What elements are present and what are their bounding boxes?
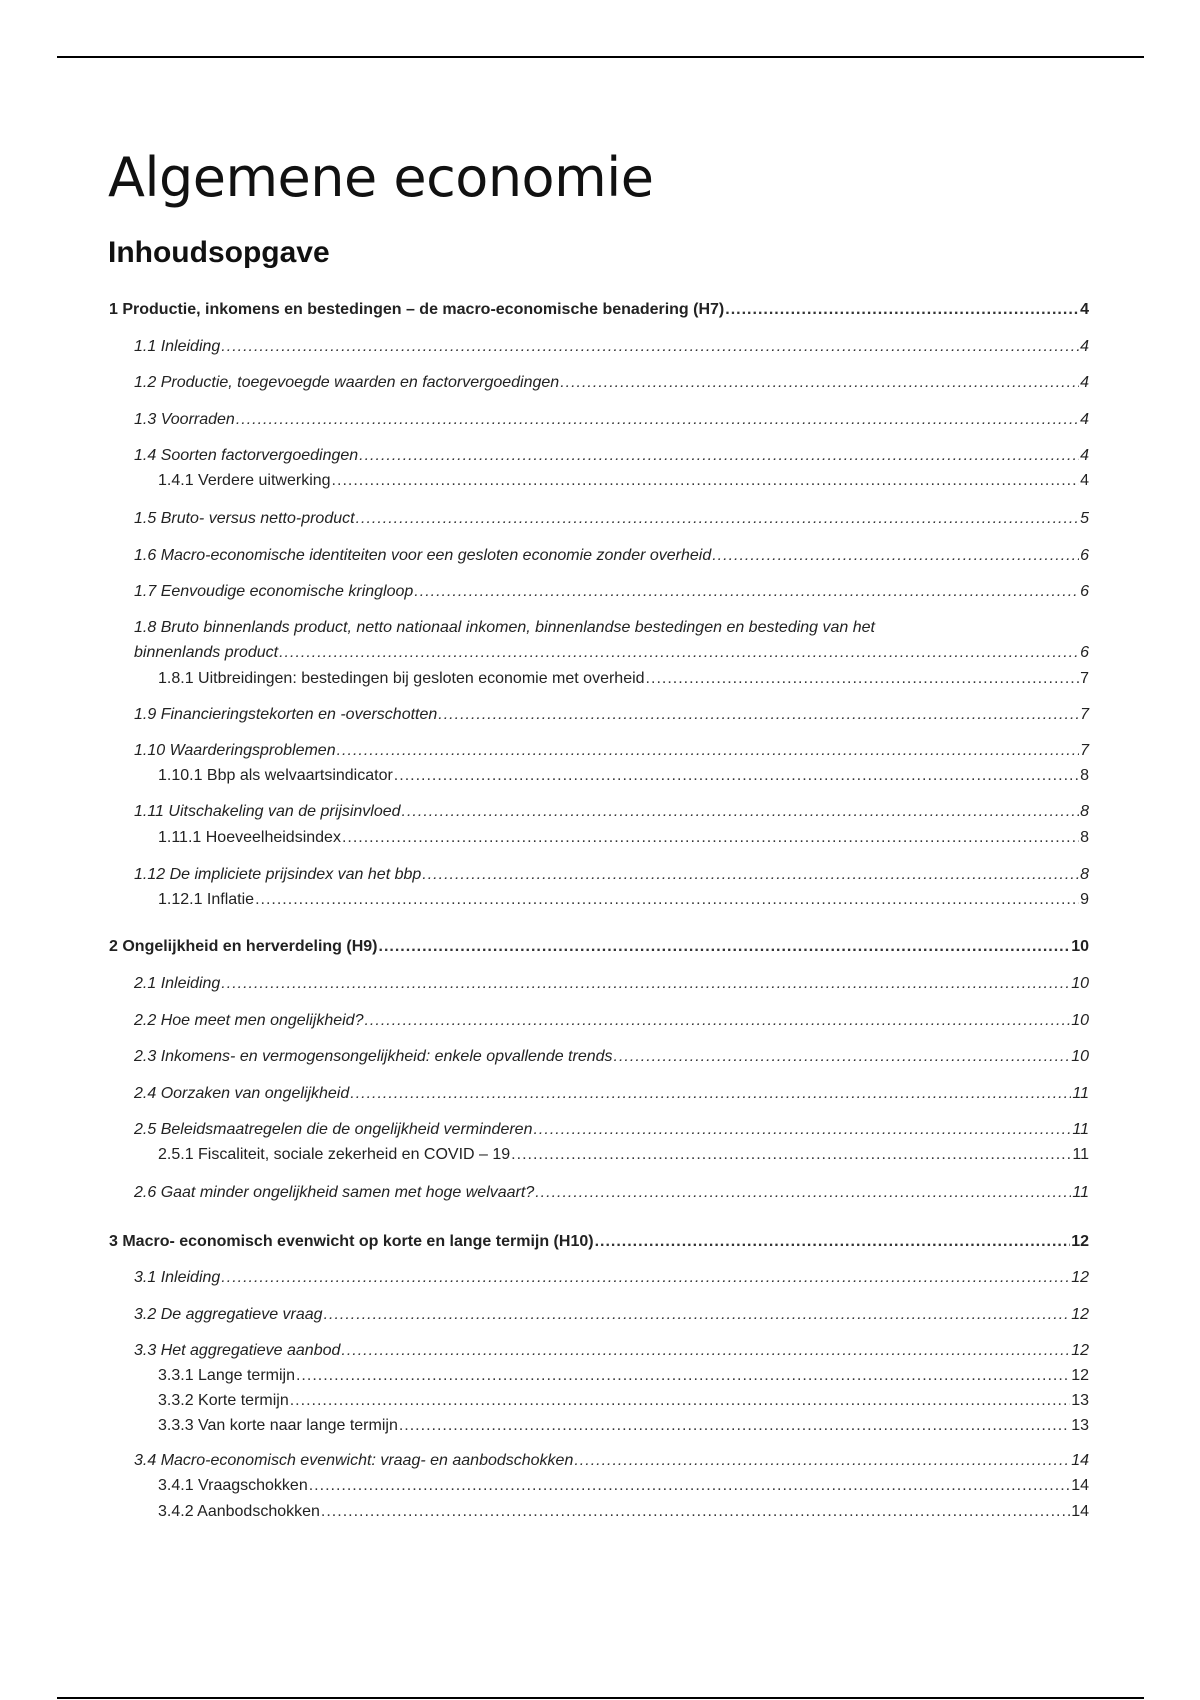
dot-leader [379,934,1071,959]
toc-entry-title: 3.3.2 Korte termijn [158,1392,289,1409]
toc-page-number: 6 [1080,644,1089,661]
toc-page-number: 8 [1080,866,1089,883]
toc-entry-title: 1.6 Macro-economische identiteiten voor een gesloten economie zonder overheid [134,547,712,564]
dot-leader [309,1473,1070,1498]
toc-entry-2-1[interactable] [134,971,1089,996]
toc-entry-title: 1.5 Bruto- versus netto-product [134,510,355,527]
toc-entry-1-12[interactable] [134,862,1089,887]
toc-page-number: 12 [1071,1367,1089,1384]
toc-entry-2-6[interactable] [134,1180,1089,1205]
toc-entry-title: 2 Ongelijkheid en herverdeling (H9) [109,938,378,955]
toc-entry-title: 1.11.1 Hoeveelheidsindex [158,829,341,846]
toc-entry-2-3[interactable] [134,1044,1089,1069]
toc-page-number: 12 [1071,1306,1089,1323]
dot-leader [221,1265,1070,1290]
toc-entry-2-4[interactable] [134,1081,1089,1106]
toc-page-number: 14 [1071,1452,1089,1469]
toc-page-number: 13 [1071,1417,1089,1434]
toc-entry-3-3-2[interactable] [158,1388,1089,1413]
toc-heading: Inhoudsopgave [108,236,330,269]
dot-leader [236,407,1079,432]
toc-entry-1-4[interactable] [134,443,1089,468]
toc-page-number: 7 [1080,706,1089,723]
dot-leader [511,1142,1071,1167]
dot-leader [438,702,1079,727]
toc-page-number: 13 [1071,1392,1089,1409]
dot-leader [533,1117,1071,1142]
toc-entry-title: 1.4 Soorten factorvergoedingen [134,447,359,464]
toc-entry-1-11[interactable] [134,799,1089,824]
toc-entry-title: 2.6 Gaat minder ongelijkheid samen met hoge welvaart? [134,1184,535,1201]
dot-leader [337,738,1079,763]
toc-entry-1-2[interactable] [134,370,1089,395]
toc-entry-2-5-1[interactable] [158,1142,1089,1167]
toc-page-number: 14 [1071,1503,1089,1520]
dot-leader [332,468,1080,493]
dot-leader [646,666,1080,691]
toc-entry-title: 2.1 Inleiding [134,975,221,992]
toc-entry-1-9[interactable] [134,702,1089,727]
dot-leader [221,971,1070,996]
toc-page-number: 11 [1072,1184,1089,1201]
dot-leader [414,579,1079,604]
toc-entry-title: 1.3 Voorraden [134,411,235,428]
toc-entry-title: 1.1 Inleiding [134,338,221,355]
toc-entry-title: 3.3.1 Lange termijn [158,1367,295,1384]
toc-entry-title: 3.1 Inleiding [134,1269,221,1286]
toc-entry-3-3[interactable] [134,1338,1089,1363]
toc-page-number: 11 [1072,1121,1089,1138]
toc-entry-2-2[interactable] [134,1008,1089,1033]
dot-leader [394,763,1079,788]
toc-page-number: 7 [1080,742,1089,759]
toc-page-number: 12 [1071,1269,1089,1286]
dot-leader [350,1081,1071,1106]
dot-leader [595,1229,1071,1254]
dot-leader [321,1499,1070,1524]
toc-page-number: 8 [1080,829,1089,846]
toc-entry-2-5[interactable] [134,1117,1089,1142]
toc-page-number: 12 [1071,1342,1089,1359]
toc-page-number: 9 [1080,891,1089,908]
dot-leader [422,862,1079,887]
dot-leader [574,1448,1070,1473]
dot-leader [290,1388,1070,1413]
footer-rule [57,1697,1144,1699]
toc-entry-3-1[interactable] [134,1265,1089,1290]
toc-entry-1-10[interactable] [134,738,1089,763]
toc-entry-title: 1.11 Uitschakeling van de prijsinvloed [134,803,401,820]
dot-leader [341,1338,1070,1363]
toc-page-number: 8 [1080,803,1089,820]
toc-page-number: 6 [1080,547,1089,564]
toc-page-number: 11 [1072,1085,1089,1102]
dot-leader [614,1044,1071,1069]
toc-page-number: 10 [1071,975,1089,992]
toc-entry-title: 1.2 Productie, toegevoegde waarden en factorvergoedingen [134,374,560,391]
toc-entry-title: 3.2 De aggregatieve vraag [134,1306,323,1323]
toc-page-number: 4 [1080,374,1089,391]
toc-entry-title-line-1: 1.8 Bruto binnenlands product, netto nationaal inkomen, binnenlandse bestedingen en besteding van het [134,619,875,636]
toc-entry-3-4-1[interactable] [158,1473,1089,1498]
document-title: Algemene economie [108,146,654,209]
toc-entry-1-5[interactable] [134,506,1089,531]
toc-entry-title-line-2: binnenlands product [134,644,279,661]
toc-entry-title: 1.7 Eenvoudige economische kringloop [134,583,414,600]
dot-leader [296,1363,1070,1388]
toc-page-number: 8 [1080,767,1089,784]
dot-leader [255,887,1079,912]
toc-page-number: 10 [1071,1012,1089,1029]
toc-page-number: 4 [1080,472,1089,489]
toc-entry-1-8[interactable] [134,615,1089,665]
toc-page-number: 10 [1071,938,1089,955]
toc-entry-1-8-1[interactable] [158,666,1089,691]
toc-entry-title: 3.4 Macro-economisch evenwicht: vraag- en aanbodschokken [134,1452,574,1469]
toc-page-number: 4 [1080,447,1089,464]
toc-entry-1-12-1[interactable] [158,887,1089,912]
toc-page-number: 5 [1080,510,1089,527]
toc-entry-3-4-2[interactable] [158,1499,1089,1524]
toc-entry-1-10-1[interactable] [158,763,1089,788]
toc-entry-title: 1.8.1 Uitbreidingen: bestedingen bij gesloten economie met overheid [158,670,645,687]
dot-leader [364,1008,1070,1033]
toc-entry-title: 1.10.1 Bbp als welvaartsindicator [158,767,393,784]
dot-leader [359,443,1079,468]
toc-entry-title: 1.10 Waarderingsproblemen [134,742,336,759]
dot-leader [560,370,1079,395]
toc-entry-1-6[interactable] [134,543,1089,568]
toc-entry-1-7[interactable] [134,579,1089,604]
toc-entry-title: 3 Macro- economisch evenwicht op korte en lange termijn (H10) [109,1233,594,1250]
toc-page-number: 4 [1080,338,1089,355]
toc-entry-title: 2.4 Oorzaken van ongelijkheid [134,1085,350,1102]
dot-leader [221,334,1079,359]
toc-entry-3[interactable] [109,1229,1089,1254]
toc-page-number: 12 [1071,1233,1089,1250]
toc-entry-title: 3.3.3 Van korte naar lange termijn [158,1417,398,1434]
toc-entry-3-4[interactable] [134,1448,1089,1473]
dot-leader [712,543,1079,568]
toc-entry-title: 1.12 De impliciete prijsindex van het bbp [134,866,422,883]
toc-entry-title: 1.4.1 Verdere uitwerking [158,472,331,489]
toc-page-number: 11 [1072,1146,1089,1163]
toc-entry-1-11-1[interactable] [158,825,1089,850]
toc-entry-title: 1.9 Financieringstekorten en -overschotten [134,706,438,723]
dot-leader [725,297,1079,322]
dot-leader [535,1180,1071,1205]
toc-page-number: 10 [1071,1048,1089,1065]
toc-entry-2[interactable] [109,934,1089,959]
toc-entry-title: 1.12.1 Inflatie [158,891,255,908]
toc-entry-title: 3.4.2 Aanbodschokken [158,1503,320,1520]
toc-entry-3-3-1[interactable] [158,1363,1089,1388]
toc-entry-title: 2.5 Beleidsmaatregelen die de ongelijkheid verminderen [134,1121,533,1138]
toc-entry-3-2[interactable] [134,1302,1089,1327]
toc-page-number: 4 [1080,411,1089,428]
toc-entry-title: 1 Productie, inkomens en bestedingen – de macro-economische benadering (H7) [109,301,725,318]
dot-leader [356,506,1080,531]
toc-entry-3-3-3[interactable] [158,1413,1089,1438]
toc-entry-1-3[interactable] [134,407,1089,432]
dot-leader [342,825,1079,850]
toc-entry-title: 2.5.1 Fiscaliteit, sociale zekerheid en COVID – 19 [158,1146,511,1163]
toc-page-number: 7 [1080,670,1089,687]
dot-leader [324,1302,1071,1327]
toc-entry-title: 3.4.1 Vraagschokken [158,1477,308,1494]
dot-leader [399,1413,1070,1438]
toc-page-number: 4 [1080,301,1089,318]
dot-leader [402,799,1080,824]
toc-entry-title: 2.3 Inkomens- en vermogensongelijkheid: enkele opvallende trends [134,1048,613,1065]
dot-leader [279,640,1079,665]
toc-entry-1-1[interactable] [134,334,1089,359]
toc-page-number: 6 [1080,583,1089,600]
toc-page-number: 14 [1071,1477,1089,1494]
toc-entry-1[interactable] [109,297,1089,322]
toc-entry-1-4-1[interactable] [158,468,1089,493]
toc-entry-title: 2.2 Hoe meet men ongelijkheid? [134,1012,364,1029]
toc-entry-title: 3.3 Het aggregatieve aanbod [134,1342,341,1359]
